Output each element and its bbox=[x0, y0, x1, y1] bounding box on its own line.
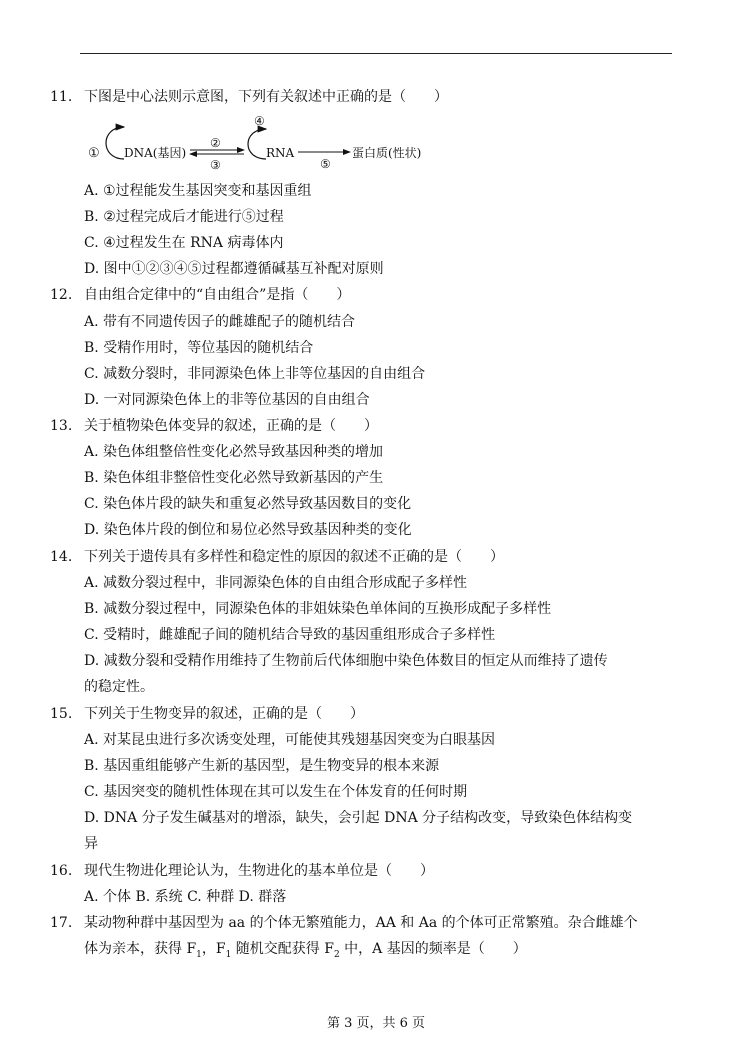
option-c: C. 受精时，雌雄配子间的随机结合导致的基因重组形成合子多样性 bbox=[84, 627, 496, 643]
page-footer: 第 3 页，共 6 页 bbox=[326, 1016, 426, 1031]
question-number: 14. bbox=[50, 549, 73, 565]
question-stem: 自由组合定律中的“自由组合”是指（ ） bbox=[84, 287, 351, 303]
question-number: 12. bbox=[50, 287, 73, 303]
option-d-continuation: 的稳定性。 bbox=[84, 679, 154, 695]
label-process-3: ③ bbox=[210, 158, 221, 172]
q17-text-a: 体为亲本，获得 F bbox=[84, 941, 197, 957]
question-stem: 下图是中心法则示意图，下列有关叙述中正确的是（ ） bbox=[84, 89, 448, 105]
label-process-5: ⑤ bbox=[320, 157, 331, 171]
option-b: B. ②过程完成后才能进行⑤过程 bbox=[84, 209, 284, 225]
option-a: A. 减数分裂过程中，非同源染色体的自由组合形成配子多样性 bbox=[84, 575, 468, 591]
question-stem: 下列关于遗传具有多样性和稳定性的原因的叙述不正确的是（ ） bbox=[84, 549, 504, 565]
option-d: D. 减数分裂和受精作用维持了生物前后代体细胞中染色体数目的恒定从而维持了遗传 bbox=[84, 653, 608, 669]
question-number: 15. bbox=[50, 706, 73, 722]
option-d: D. DNA 分子发生碱基对的增添，缺失，会引起 DNA 分子结构改变，导致染色体结构变 bbox=[84, 810, 633, 826]
option-c: C. 染色体片段的缺失和重复必然导致基因数目的变化 bbox=[84, 496, 412, 512]
option-b: B. 基因重组能够产生新的基因型，是生物变异的根本来源 bbox=[84, 758, 440, 774]
option-b: B. 受精作用时，等位基因的随机结合 bbox=[84, 340, 314, 356]
option-a: A. 对某昆虫进行多次诱变处理，可能使其残翅基因突变为白眼基因 bbox=[84, 732, 496, 748]
subscript: 1 bbox=[225, 949, 232, 960]
subscript: 1 bbox=[196, 949, 202, 960]
q17-text-d: 中，A 基因的频率是（ ） bbox=[339, 941, 527, 957]
option-c: C. 基因突变的随机性体现在其可以发生在个体发育的任何时期 bbox=[84, 784, 468, 800]
central-dogma-diagram bbox=[86, 113, 446, 173]
subscript: 2 bbox=[333, 949, 340, 960]
question-stem: 下列关于生物变异的叙述，正确的是（ ） bbox=[84, 706, 364, 722]
option-a: A. 染色体组整倍性变化必然导致基因种类的增加 bbox=[84, 444, 384, 460]
question-number: 11. bbox=[50, 89, 73, 105]
option-d-continuation: 异 bbox=[84, 836, 98, 852]
option-a: A. ①过程能发生基因突变和基因重组 bbox=[84, 183, 312, 199]
question-number: 16. bbox=[50, 863, 73, 879]
options-inline: A. 个体 B. 系统 C. 种群 D. 群落 bbox=[84, 889, 287, 905]
label-protein: 蛋白质(性状) bbox=[352, 146, 422, 160]
header-rule bbox=[80, 53, 672, 54]
option-d: D. 图中①②③④⑤过程都遵循碱基互补配对原则 bbox=[84, 261, 384, 277]
label-process-4: ④ bbox=[254, 114, 265, 128]
label-rna: RNA bbox=[266, 146, 295, 160]
question-number: 17. bbox=[50, 915, 73, 931]
option-d: D. 染色体片段的倒位和易位必然导致基因种类的变化 bbox=[84, 522, 412, 538]
question-stem: 关于植物染色体变异的叙述，正确的是（ ） bbox=[84, 418, 378, 434]
option-a: A. 带有不同遗传因子的雌雄配子的随机结合 bbox=[84, 314, 356, 330]
option-c: C. ④过程发生在 RNA 病毒体内 bbox=[84, 235, 284, 251]
q17-text-b: ，F bbox=[201, 941, 226, 957]
option-b: B. 染色体组非整倍性变化必然导致新基因的产生 bbox=[84, 470, 384, 486]
question-stem: 现代生物进化理论认为，生物进化的基本单位是（ ） bbox=[84, 863, 434, 879]
label-process-2: ② bbox=[210, 136, 221, 150]
q17-text-c: 随机交配获得 F bbox=[231, 941, 334, 957]
question-stem-continuation bbox=[84, 940, 527, 964]
question-stem: 某动物种群中基因型为 aa 的个体无繁殖能力，AA 和 Aa 的个体可正常繁殖。杂合雌雄个 bbox=[84, 915, 638, 931]
label-process-1: ① bbox=[88, 146, 100, 161]
option-c: C. 减数分裂时，非同源染色体上非等位基因的自由组合 bbox=[84, 366, 426, 382]
label-dna: DNA(基因) bbox=[124, 146, 187, 160]
question-number: 13. bbox=[50, 418, 73, 434]
option-d: D. 一对同源染色体上的非等位基因的自由组合 bbox=[84, 392, 370, 408]
option-b: B. 减数分裂过程中，同源染色体的非姐妹染色单体间的互换形成配子多样性 bbox=[84, 601, 552, 617]
